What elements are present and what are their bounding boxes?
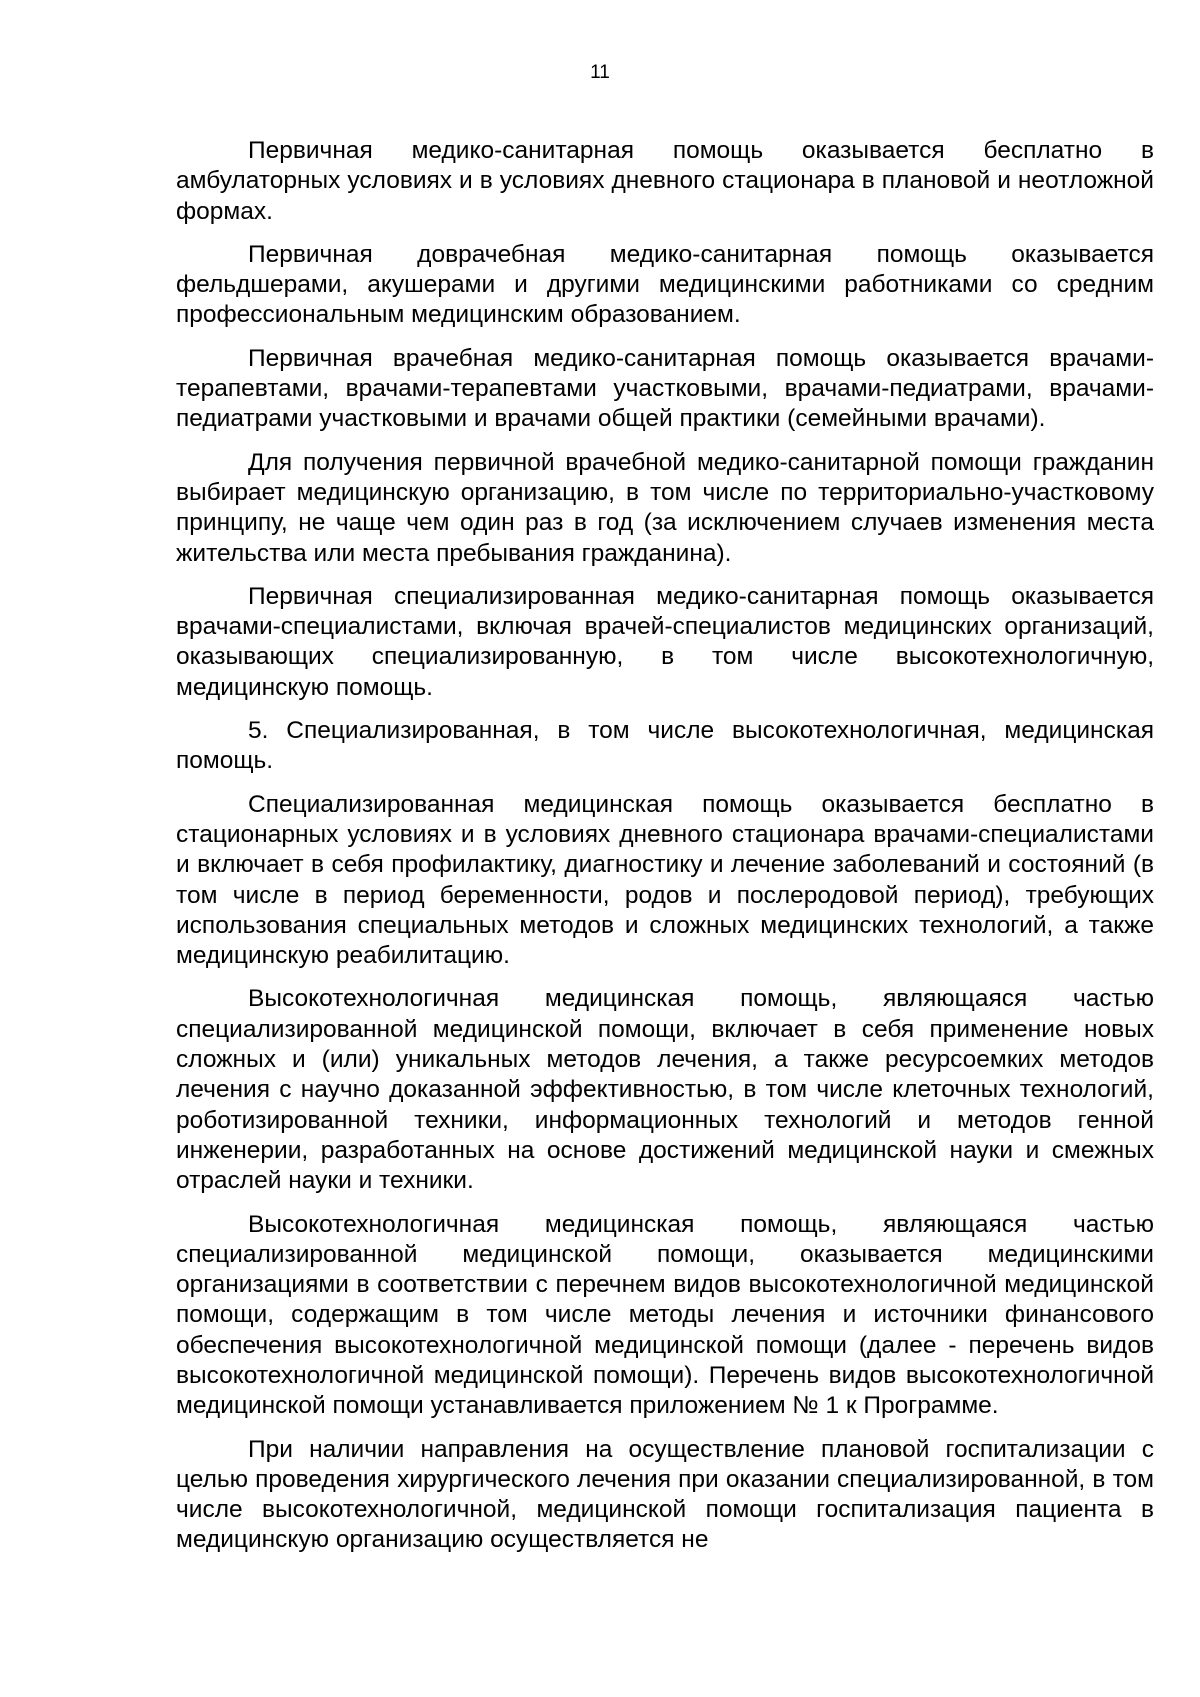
paragraph: Высокотехнологичная медицинская помощь, являющаяся частью специализированной медицинской помощи, оказывается медицинскими организациями в соответствии с перечнем видов высокотехнологичной медицинской помощи, содержащим в том числе методы лечения и источники финансового обеспечения высокотехнологичной медицинской помощи (далее - перечень видов высокотехнологичной медицинской помощи). Перечень видов высокотехнологичной медицинской помощи устанавливается приложением № 1 к Программе. xyxy=(176,1210,1154,1420)
paragraph: Высокотехнологичная медицинская помощь, являющаяся частью специализированной медицинской помощи, включает в себя применение новых сложных и (или) уникальных методов лечения, а также ресурсоемких методов лечения с научно доказанной эффективностью, в том числе клеточных технологий, роботизированной техники, информационных технологий и методов генной инженерии, разработанных на основе достижений медицинской науки и смежных отраслей науки и техники. xyxy=(176,985,1154,1195)
document-body xyxy=(176,136,1154,1569)
paragraph: При наличии направления на осуществление плановой госпитализации с целью проведения хирургического лечения при оказании специализированной, в том числе высокотехнологичной, медицинской помощи госпитализация пациента в медицинскую организацию осуществляется не xyxy=(176,1435,1154,1554)
paragraph: Первичная врачебная медико-санитарная помощь оказывается врачами-терапевтами, врачами-терапевтами участковыми, врачами-педиатрами, врачами-педиатрами участковыми и врачами общей практики (семейными врачами). xyxy=(176,344,1154,433)
section-heading-paragraph: 5. Специализированная, в том числе высокотехнологичная, медицинская помощь. xyxy=(176,717,1154,775)
paragraph: Специализированная медицинская помощь оказывается бесплатно в стационарных условиях и в условиях дневного стационара врачами-специалистами и включает в себя профилактику, диагностику и лечение заболеваний и состояний (в том числе в период беременности, родов и послеродовой период), требующих использования специальных методов и сложных медицинских технологий, а также медицинскую реабилитацию. xyxy=(176,790,1154,970)
paragraph: Первичная доврачебная медико-санитарная помощь оказывается фельдшерами, акушерами и другими медицинскими работниками со средним профессиональным медицинским образованием. xyxy=(176,240,1154,329)
paragraph: Первичная медико-санитарная помощь оказывается бесплатно в амбулаторных условиях и в условиях дневного стационара в плановой и неотложной формах. xyxy=(176,137,1154,225)
page-number: 11 xyxy=(590,62,610,83)
paragraph: Первичная специализированная медико-санитарная помощь оказывается врачами-специалистами, включая врачей-специалистов медицинских организаций, оказывающих специализированную, в том числе высокотехнологичную, медицинскую помощь. xyxy=(176,582,1154,701)
paragraph: Для получения первичной врачебной медико-санитарной помощи гражданин выбирает медицинскую организацию, в том числе по территориально-участковому принципу, не чаще чем один раз в год (за исключением случаев изменения места жительства или места пребывания гражданина). xyxy=(176,448,1154,567)
